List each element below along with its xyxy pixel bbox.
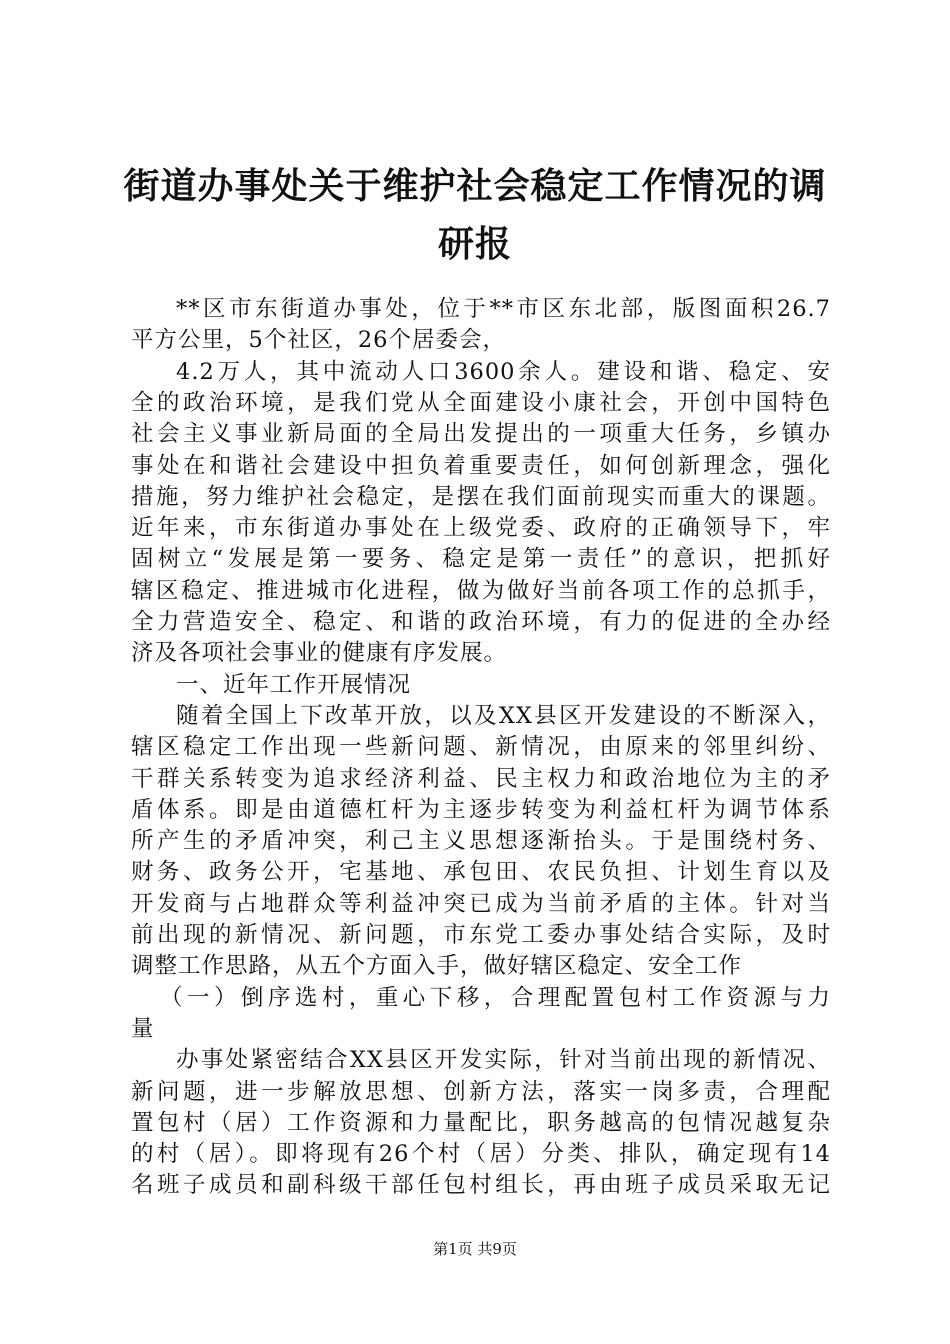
text-line: **区市东街道办事处，位于**市区东北部，版图面积26.7 [176, 296, 831, 322]
text-line: 4.2万人，其中流动人口3600余人。建设和谐、稳定、安 [176, 358, 831, 385]
text-line: 平方公里，5个社区，26个居委会， [131, 327, 506, 354]
text-line: 随着全国上下改革开放，以及XX县区开发建设的不断深入， [176, 702, 831, 729]
text-line: 名班子成员和副科级干部任包村组长，再由班子成员采取无记 [131, 1172, 831, 1199]
section-heading: 一、近年工作开展情况 [176, 671, 412, 698]
subsection-heading: 量 [131, 1015, 155, 1042]
text-line: 所产生的矛盾冲突，利己主义思想逐渐抬头。于是围绕村务、 [131, 828, 831, 855]
text-line: 济及各项社会事业的健康有序发展。 [131, 640, 508, 667]
text-line: 盾体系。即是由道德杠杆为主逐步转变为利益杠杆为调节体系 [131, 796, 831, 823]
text-line: 措施，努力维护社会稳定，是摆在我们面前现实而重大的课题。 [131, 483, 831, 510]
text-line: 固树立“发展是第一要务、稳定是第一责任”的意识，把抓好 [131, 546, 831, 573]
text-line: 置包村（居）工作资源和力量配比，职务越高的包情况越复杂 [131, 1109, 831, 1136]
page-footer: 第1页 共9页 [433, 1240, 517, 1258]
text-line: 的村（居）。即将现有26个村（居）分类、排队，确定现有14 [131, 1141, 831, 1168]
text-line: 财务、政务公开，宅基地、承包田、农民负担、计划生育以及 [131, 859, 831, 886]
text-line: 办事处紧密结合XX县区开发实际，针对当前出现的新情况、 [176, 1047, 831, 1074]
text-line: 干群关系转变为追求经济利益、民主权力和政治地位为主的矛 [131, 765, 831, 792]
subsection-heading: （一）倒序选村，重心下移，合理配置包村工作资源与力 [160, 984, 831, 1011]
text-line: 全的政治环境，是我们党从全面建设小康社会，开创中国特色 [131, 389, 831, 416]
text-line: 辖区稳定、推进城市化进程，做为做好当前各项工作的总抓手， [131, 577, 831, 604]
text-line: 开发商与占地群众等利益冲突已成为当前矛盾的主体。针对当 [131, 890, 831, 917]
text-line: 辖区稳定工作出现一些新问题、新情况，由原来的邻里纠纷、 [131, 734, 831, 761]
text-line: 事处在和谐社会建设中担负着重要责任，如何创新理念，强化 [131, 452, 831, 479]
text-line: 新问题，进一步解放思想、创新方法，落实一岗多责，合理配 [131, 1078, 831, 1105]
text-line: 前出现的新情况、新问题，市东党工委办事处结合实际，及时 [131, 922, 831, 948]
text-line: 近年来，市东街道办事处在上级党委、政府的正确领导下，牢 [131, 515, 831, 542]
text-line: 全力营造安全、稳定、和谐的政治环境，有力的促进的全办经 [131, 609, 831, 635]
document-title: 街道办事处关于维护社会稳定工作情况的调研报 [123, 166, 827, 265]
text-line: 社会主义事业新局面的全局出发提出的一项重大任务，乡镇办 [131, 421, 831, 448]
text-line: 调整工作思路，从五个方面入手，做好辖区稳定、安全工作 [131, 953, 743, 980]
